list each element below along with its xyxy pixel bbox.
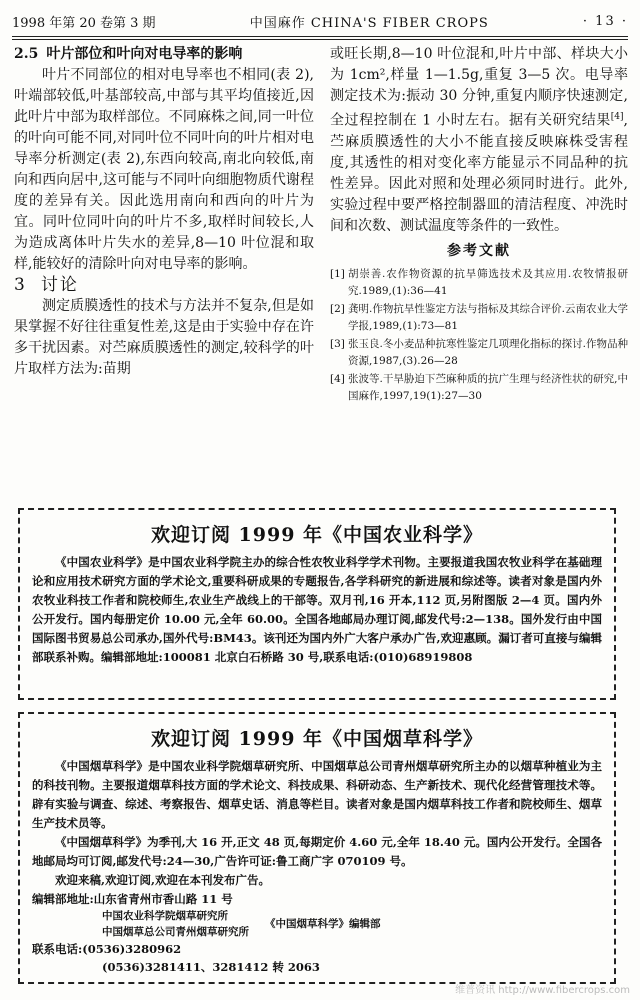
reference-text: 龚明.作物抗旱性鉴定方法与指标及其综合评价.云南农业大学学报,1989,(1):73—81 xyxy=(348,302,628,332)
reference-number: [4] xyxy=(330,372,345,385)
body-text: 或旺长期,8—10 叶位混和,叶片中部、样块大小为 1cm²,样量 1—1.5g,重复 3—5 次。电导率测定技术为:振动 30 分钟,重复内顺序快速测定,全过程控制在 1 小时左右。据有关研究结果 xyxy=(330,46,628,129)
reference-item xyxy=(330,371,628,405)
reference-text: 张波等.干旱胁迫下苎麻种质的抗广生理与经济性状的研究,中国麻作,1997,19(1):27—30 xyxy=(348,372,628,402)
section-title: 讨论 xyxy=(40,275,79,295)
editorial-orgs xyxy=(102,908,602,940)
body-text: ,苎麻质膜透性的大小不能直接反映麻株受害程度,其透性的相对变化率方能显示不同品种的抗性差异。因此对照和处理必须同时进行。此外,实验过程中要严格控制器皿的清洁程度、冲洗时间和次数、测试温度等条件的一致性。 xyxy=(330,112,628,234)
references-title: 参考文献 xyxy=(447,242,511,259)
address-row xyxy=(32,890,602,908)
org-name: 中国烟草总公司青州烟草研究所 xyxy=(102,926,249,938)
ad-title: 欢迎订阅 1999 年《中国烟草科学》 xyxy=(150,728,484,750)
reference-number: [2] xyxy=(330,302,345,315)
citation: [4] xyxy=(610,112,624,122)
phone-row xyxy=(32,940,602,958)
journal-name: 中国麻作 CHINA'S FIBER CROPS xyxy=(249,15,489,31)
section-title: 叶片部位和叶向对电导率的影响 xyxy=(46,46,243,62)
reference-number: [1] xyxy=(330,267,345,280)
section-3-body-right xyxy=(330,44,628,237)
section-number: 3 xyxy=(14,275,27,295)
site-watermark: 维普资讯 http://www.fibercrops.com xyxy=(455,985,630,996)
reference-item xyxy=(330,266,628,300)
issue-info: 1998 年第 20 卷第 3 期 xyxy=(12,15,156,31)
editorial-office: 《中国烟草科学》编辑部 xyxy=(265,918,381,930)
section-3-heading xyxy=(14,275,314,296)
reference-text: 胡崇善.农作物资源的抗旱筛选技术及其应用.农牧情报研究.1989,(1):36—41 xyxy=(348,267,628,297)
phone-value: (0536)3280962 xyxy=(82,942,182,956)
page-number: · 13 · xyxy=(582,13,628,29)
ad-body-paragraph: 《中国烟草科学》是中国农业科学院烟草研究所、中国烟草总公司青州烟草研究所主办的以烟草种植业为主的科技刊物。主要报道烟草科技方面的学术论文、科技成果、科研动态、生产新技术、现代化经营管理技术等。辟有实验与调查、综述、考察报告、烟草史话、消息等栏目。读者对象是国内烟草科技工作者和院校师生、烟草生产技术员等。 xyxy=(32,759,602,830)
section-2-5-heading xyxy=(14,44,314,65)
org-list xyxy=(102,908,249,940)
section-2-5-body: 叶片不同部位的相对电导率也不相同(表 2),叶端部较低,叶基部较高,中部与其平均值接近,因此叶片中部为取样部位。不同麻株之间,同一叶位的叶向可能不同,对同叶位不同叶向的叶片相对电导率分析测定(表 2),东西向较高,南北向较低,南向和西向居中,这可能与不同叶向细胞物质代谢程度的差异有关。因此选用南向和西向的叶片为宜。同叶位同叶向的叶片不多,取样时间较长,人为造成离体叶片失水的差异,8—10 叶位混和取样,能较好的清除叶向对电导率的影响。 xyxy=(14,67,314,272)
address-value: 山东省青州市香山路 11 号 xyxy=(93,892,233,906)
org-name: 中国农业科学院烟草研究所 xyxy=(102,910,228,922)
reference-list xyxy=(330,266,628,405)
address-label: 编辑部地址: xyxy=(32,892,94,906)
reference-text: 张玉良.冬小麦品种抗寒性鉴定几项理化指标的探讨.作物品种资源,1987,(3).26—28 xyxy=(348,337,628,367)
reference-item xyxy=(330,336,628,370)
page-header xyxy=(12,6,628,37)
ad-body-paragraph: 欢迎来稿,欢迎订阅,欢迎在本刊发布广告。 xyxy=(55,873,271,887)
left-column xyxy=(14,44,314,380)
reference-number: [3] xyxy=(330,337,345,350)
ad-title: 欢迎订阅 1999 年《中国农业科学》 xyxy=(150,524,484,546)
ad-body: 《中国农业科学》是中国农业科学院主办的综合性农牧业科学学术刊物。主要报道我国农牧业科学在基础理论和应用技术研究方面的学术论文,重要科研成果的专题报告,各学科研究的新进展和综述等。读者对象是国内外农牧业科技工作者和院校师生,农业生产战线上的干部等。双月刊,16 开本,112 页,另附图版 2—4 页。国内外公开发行。国内每册定价 10.00 元,全年 60.00。全国各地邮局办理订阅,邮发代号:2—138。国外发行由中国国际图书贸易总公司承办,国外代号:BM43。该刊还为国内外广大客户承办广告,欢迎惠顾。漏订者可直接与编辑部联系补购。编辑部地址:100081 北京白石桥路 30 号,联系电话:(010)68919808 xyxy=(32,555,602,664)
header-rule xyxy=(12,39,628,40)
ad-body-paragraph: 《中国烟草科学》为季刊,大 16 开,正文 48 页,每期定价 4.60 元,全年 18.40 元。国内公开发行。全国各地邮局均可订阅,邮发代号:24—30,广告许可证:鲁工商广字 070109 号。 xyxy=(32,835,602,868)
contact-block xyxy=(32,890,602,976)
phone-label: 联系电话: xyxy=(32,942,83,956)
section-number: 2.5 xyxy=(14,46,39,62)
ad-box-agricultural-science xyxy=(18,508,616,700)
phone-value-2: (0536)3281411、3281412 转 2063 xyxy=(102,960,320,974)
reference-item xyxy=(330,301,628,335)
right-column xyxy=(330,44,628,406)
ad-box-tobacco-science xyxy=(18,712,616,984)
section-3-body-left: 测定质膜透性的技术与方法并不复杂,但是如果掌握不好往往重复性差,这是由于实验中存在许多干扰因素。对苎麻质膜透性的测定,较科学的叶片取样方法为:苗期 xyxy=(14,298,314,377)
